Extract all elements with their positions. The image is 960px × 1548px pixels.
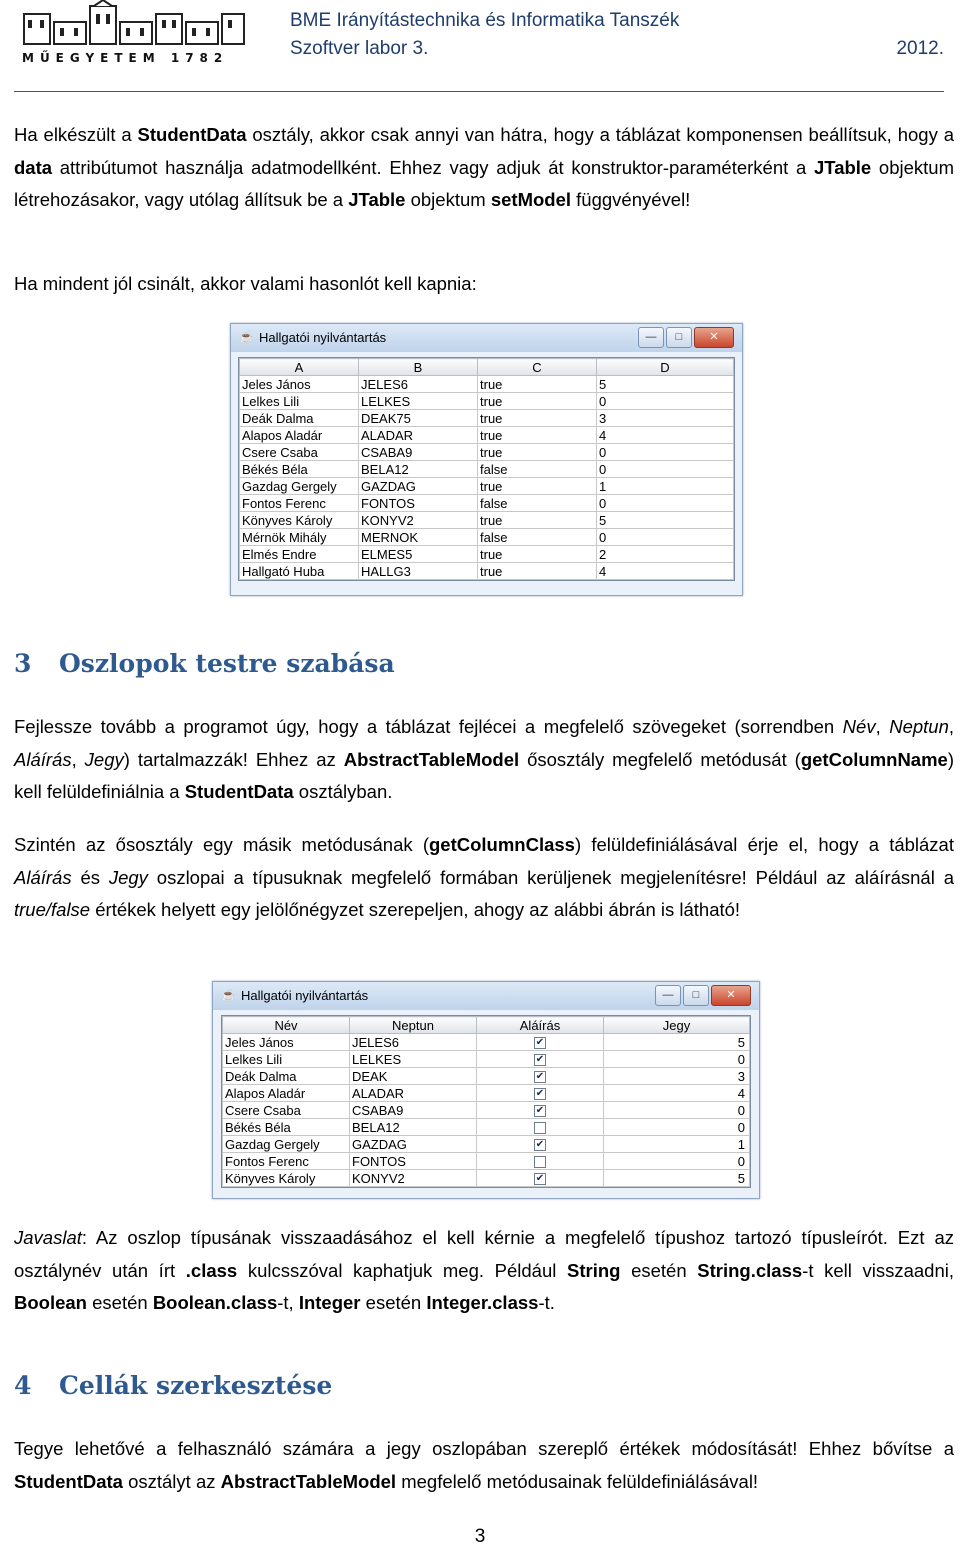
signature-checkbox-cell[interactable] bbox=[477, 1136, 604, 1153]
student-table-2 bbox=[221, 1015, 751, 1188]
table-cell[interactable]: true bbox=[478, 563, 597, 580]
table-row[interactable] bbox=[223, 1136, 750, 1153]
table-row[interactable] bbox=[223, 1085, 750, 1102]
table-cell[interactable]: Gazdag Gergely bbox=[223, 1136, 350, 1153]
checked-checkbox-icon[interactable]: ✔ bbox=[535, 1054, 545, 1066]
table-cell[interactable]: 4 bbox=[597, 563, 734, 580]
table-cell[interactable]: Lelkes Lili bbox=[240, 393, 359, 410]
table-cell[interactable]: LELKES bbox=[350, 1051, 477, 1068]
table-cell[interactable]: false bbox=[478, 461, 597, 478]
table-row[interactable] bbox=[240, 495, 734, 512]
column-header[interactable]: D bbox=[597, 359, 734, 376]
table-cell[interactable]: ELMES5 bbox=[359, 546, 478, 563]
table-cell[interactable]: true bbox=[478, 393, 597, 410]
column-header[interactable]: Neptun bbox=[350, 1017, 477, 1034]
table-cell[interactable]: KONYV2 bbox=[350, 1170, 477, 1187]
table-cell[interactable]: 4 bbox=[597, 427, 734, 444]
signature-checkbox-cell[interactable] bbox=[477, 1119, 604, 1136]
signature-checkbox-cell[interactable] bbox=[477, 1170, 604, 1187]
page-header bbox=[0, 0, 960, 96]
minimize-button[interactable]: — bbox=[638, 327, 664, 348]
table-cell[interactable]: FONTOS bbox=[350, 1153, 477, 1170]
java-icon: ☕ bbox=[221, 988, 236, 1002]
page-number: 3 bbox=[474, 1526, 486, 1547]
java-icon: ☕ bbox=[239, 330, 254, 344]
signature-checkbox-cell[interactable] bbox=[477, 1068, 604, 1085]
table-cell[interactable]: false bbox=[478, 495, 597, 512]
table-row[interactable] bbox=[240, 529, 734, 546]
table-cell[interactable]: 2 bbox=[597, 546, 734, 563]
table-row[interactable] bbox=[240, 512, 734, 529]
table-cell[interactable]: Alapos Aladár bbox=[240, 427, 359, 444]
column-header[interactable]: Aláírás bbox=[477, 1017, 604, 1034]
paragraph-suggestion: Javaslat: Az oszlop típusának visszaadásához el kell kérnie a megfelelő típushoz tartozó típusleírót. Ezt az osztálynév után írt .class kulcsszóval kaphatjuk meg. Például String esetén String.class-t kell visszaadni, Boolean esetén Boolean.class-t, Integer esetén Integer.class-t. bbox=[14, 1227, 954, 1313]
table-row[interactable] bbox=[240, 410, 734, 427]
checked-checkbox-icon[interactable]: ✔ bbox=[535, 1105, 545, 1117]
table-cell[interactable]: Jeles János bbox=[223, 1034, 350, 1051]
table-cell[interactable]: JELES6 bbox=[359, 376, 478, 393]
window-titlebar[interactable] bbox=[231, 324, 742, 352]
close-button[interactable]: ✕ bbox=[711, 985, 751, 1006]
table-cell[interactable]: Csere Csaba bbox=[240, 444, 359, 461]
table-cell[interactable]: Könyves Károly bbox=[240, 512, 359, 529]
table-cell[interactable]: 0 bbox=[597, 461, 734, 478]
signature-checkbox-cell[interactable] bbox=[477, 1085, 604, 1102]
table-cell[interactable]: ALADAR bbox=[359, 427, 478, 444]
table-cell[interactable]: 5 bbox=[604, 1034, 750, 1051]
column-header[interactable]: Név bbox=[223, 1017, 350, 1034]
table-cell[interactable]: Fontos Ferenc bbox=[240, 495, 359, 512]
table-cell[interactable]: 0 bbox=[597, 529, 734, 546]
table-cell[interactable]: 1 bbox=[597, 478, 734, 495]
signature-checkbox-cell[interactable] bbox=[477, 1102, 604, 1119]
table-row[interactable] bbox=[223, 1119, 750, 1136]
table-row[interactable] bbox=[223, 1102, 750, 1119]
checked-checkbox-icon[interactable]: ✔ bbox=[535, 1088, 545, 1100]
table-cell[interactable]: DEAK bbox=[350, 1068, 477, 1085]
app-window-1 bbox=[230, 323, 743, 596]
checked-checkbox-icon[interactable]: ✔ bbox=[535, 1173, 545, 1185]
table-cell[interactable]: ALADAR bbox=[350, 1085, 477, 1102]
table-cell[interactable]: Fontos Ferenc bbox=[223, 1153, 350, 1170]
table-cell[interactable]: true bbox=[478, 444, 597, 461]
maximize-button[interactable]: □ bbox=[683, 985, 709, 1006]
signature-checkbox-cell[interactable] bbox=[477, 1051, 604, 1068]
table-cell[interactable]: 3 bbox=[604, 1068, 750, 1085]
table-cell[interactable]: GAZDAG bbox=[359, 478, 478, 495]
table-cell[interactable]: Deák Dalma bbox=[240, 410, 359, 427]
table-row[interactable] bbox=[223, 1068, 750, 1085]
table-cell[interactable]: Hallgató Huba bbox=[240, 563, 359, 580]
table-row[interactable] bbox=[240, 546, 734, 563]
column-header[interactable]: B bbox=[359, 359, 478, 376]
table-cell[interactable]: Elmés Endre bbox=[240, 546, 359, 563]
table-cell[interactable]: true bbox=[478, 512, 597, 529]
column-header[interactable]: A bbox=[240, 359, 359, 376]
paragraph-column-names: Fejlessze tovább a programot úgy, hogy a táblázat fejlécei a megfelelő szövegeket (sorrendben Név, Neptun, Aláírás, Jegy) tartalmazzák! Ehhez az AbstractTableModel ősosztály megfelelő metódusát (getColumnName) kell felüldefiniálnia a StudentData osztályban. bbox=[14, 716, 955, 802]
table-cell[interactable]: Könyves Károly bbox=[223, 1170, 350, 1187]
table-cell[interactable]: Deák Dalma bbox=[223, 1068, 350, 1085]
table-row[interactable] bbox=[240, 461, 734, 478]
header-rule bbox=[14, 91, 944, 92]
table-cell[interactable]: KONYV2 bbox=[359, 512, 478, 529]
department-name: BME Irányítástechnika és Informatika Tanszék bbox=[290, 10, 680, 31]
table-cell[interactable]: Jeles János bbox=[240, 376, 359, 393]
table-cell[interactable]: 0 bbox=[604, 1102, 750, 1119]
table-cell[interactable]: 5 bbox=[597, 376, 734, 393]
table-cell[interactable]: 4 bbox=[604, 1085, 750, 1102]
table-row[interactable] bbox=[240, 393, 734, 410]
table-cell[interactable]: Lelkes Lili bbox=[223, 1051, 350, 1068]
column-header[interactable]: C bbox=[478, 359, 597, 376]
table-row[interactable] bbox=[223, 1170, 750, 1187]
table-cell[interactable]: Alapos Aladár bbox=[223, 1085, 350, 1102]
paragraph-expected-result: Ha mindent jól csinált, akkor valami hasonlót kell kapnia: bbox=[14, 273, 477, 294]
table-cell[interactable]: BELA12 bbox=[359, 461, 478, 478]
column-header[interactable]: Jegy bbox=[604, 1017, 750, 1034]
table-cell[interactable]: FONTOS bbox=[359, 495, 478, 512]
section-heading-3: 3 Oszlopok testre szabása bbox=[14, 649, 395, 678]
table-cell[interactable]: JELES6 bbox=[350, 1034, 477, 1051]
paragraph-column-class: Szintén az ősosztály egy másik metódusának (getColumnClass) felüldefiniálásával érje el, hogy a táblázat Aláírás és Jegy oszlopai a típusuknak megfelelő formában kerüljenek megjelenítésre! Például az aláírásnál a true/false értékek helyett egy jelölőnégyzet szerepeljen, ahogy az alábbi ábrán is látható! bbox=[14, 834, 954, 920]
checked-checkbox-icon[interactable]: ✔ bbox=[535, 1037, 545, 1049]
table-cell[interactable]: MERNOK bbox=[359, 529, 478, 546]
table-cell[interactable]: Csere Csaba bbox=[223, 1102, 350, 1119]
table-cell[interactable]: false bbox=[478, 529, 597, 546]
course-name: Szoftver labor 3. bbox=[290, 38, 429, 59]
table-cell[interactable]: 0 bbox=[604, 1119, 750, 1136]
signature-checkbox-cell[interactable] bbox=[477, 1034, 604, 1051]
table-cell[interactable]: Békés Béla bbox=[223, 1119, 350, 1136]
table-row[interactable] bbox=[240, 376, 734, 393]
year: 2012. bbox=[896, 38, 944, 59]
window-title: Hallgatói nyilvántartás bbox=[241, 988, 369, 1003]
svg-text:MŰEGYETEM 1782: MŰEGYETEM 1782 bbox=[22, 51, 229, 65]
section-heading-4: 4 Cellák szerkesztése bbox=[14, 1371, 333, 1400]
table-cell[interactable]: 5 bbox=[597, 512, 734, 529]
unchecked-checkbox-icon[interactable] bbox=[534, 1122, 546, 1134]
checked-checkbox-icon[interactable]: ✔ bbox=[535, 1139, 545, 1151]
signature-checkbox-cell[interactable] bbox=[477, 1153, 604, 1170]
paragraph-cell-editing: Tegye lehetővé a felhasználó számára a jegy oszlopában szereplő értékek módosítását! Ehhez bővítse a StudentData osztályt az AbstractTableModel megfelelő metódusainak felüldefiniálásával! bbox=[14, 1438, 954, 1492]
table-cell[interactable]: 3 bbox=[597, 410, 734, 427]
paragraph-setmodel: Ha elkészült a StudentData osztály, akkor csak annyi van hátra, hogy a táblázat komponensen beállítsuk, hogy a data attribútumot használja adatmodellként. Ehhez vagy adjuk át konstruktor-paraméterként a JTable objektum létrehozásakor, vagy utólag állítsuk be a JTable objektum setModel függvényével! bbox=[14, 124, 954, 210]
table-cell[interactable]: Mérnök Mihály bbox=[240, 529, 359, 546]
close-button[interactable]: ✕ bbox=[694, 327, 734, 348]
student-table-1 bbox=[238, 357, 735, 581]
table-cell[interactable]: 0 bbox=[604, 1153, 750, 1170]
table-cell[interactable]: GAZDAG bbox=[350, 1136, 477, 1153]
table-row[interactable] bbox=[240, 478, 734, 495]
table-row[interactable] bbox=[223, 1153, 750, 1170]
unchecked-checkbox-icon[interactable] bbox=[534, 1156, 546, 1168]
table-cell[interactable]: 0 bbox=[597, 444, 734, 461]
table-row[interactable] bbox=[223, 1051, 750, 1068]
minimize-button[interactable]: — bbox=[655, 985, 681, 1006]
table-row[interactable] bbox=[240, 427, 734, 444]
table-cell[interactable]: CSABA9 bbox=[359, 444, 478, 461]
table-cell[interactable]: 1 bbox=[604, 1136, 750, 1153]
table-cell[interactable]: 0 bbox=[597, 393, 734, 410]
table-cell[interactable]: LELKES bbox=[359, 393, 478, 410]
table-cell[interactable]: true bbox=[478, 410, 597, 427]
table-cell[interactable]: BELA12 bbox=[350, 1119, 477, 1136]
table-row[interactable] bbox=[240, 563, 734, 580]
maximize-button[interactable]: □ bbox=[666, 327, 692, 348]
table-cell[interactable]: true bbox=[478, 478, 597, 495]
table-cell[interactable]: HALLG3 bbox=[359, 563, 478, 580]
table-cell[interactable]: 5 bbox=[604, 1170, 750, 1187]
table-row[interactable] bbox=[240, 444, 734, 461]
table-cell[interactable]: 0 bbox=[604, 1051, 750, 1068]
table-cell[interactable]: true bbox=[478, 376, 597, 393]
app-window-2 bbox=[212, 981, 760, 1199]
table-cell[interactable]: 0 bbox=[597, 495, 734, 512]
table-cell[interactable]: true bbox=[478, 546, 597, 563]
table-cell[interactable]: CSABA9 bbox=[350, 1102, 477, 1119]
university-logo bbox=[14, 0, 252, 66]
checked-checkbox-icon[interactable]: ✔ bbox=[535, 1071, 545, 1083]
table-cell[interactable]: DEAK75 bbox=[359, 410, 478, 427]
table-cell[interactable]: Békés Béla bbox=[240, 461, 359, 478]
window-title: Hallgatói nyilvántartás bbox=[259, 330, 387, 345]
table-row[interactable] bbox=[223, 1034, 750, 1051]
window-titlebar[interactable] bbox=[213, 982, 759, 1010]
table-cell[interactable]: Gazdag Gergely bbox=[240, 478, 359, 495]
table-cell[interactable]: true bbox=[478, 427, 597, 444]
